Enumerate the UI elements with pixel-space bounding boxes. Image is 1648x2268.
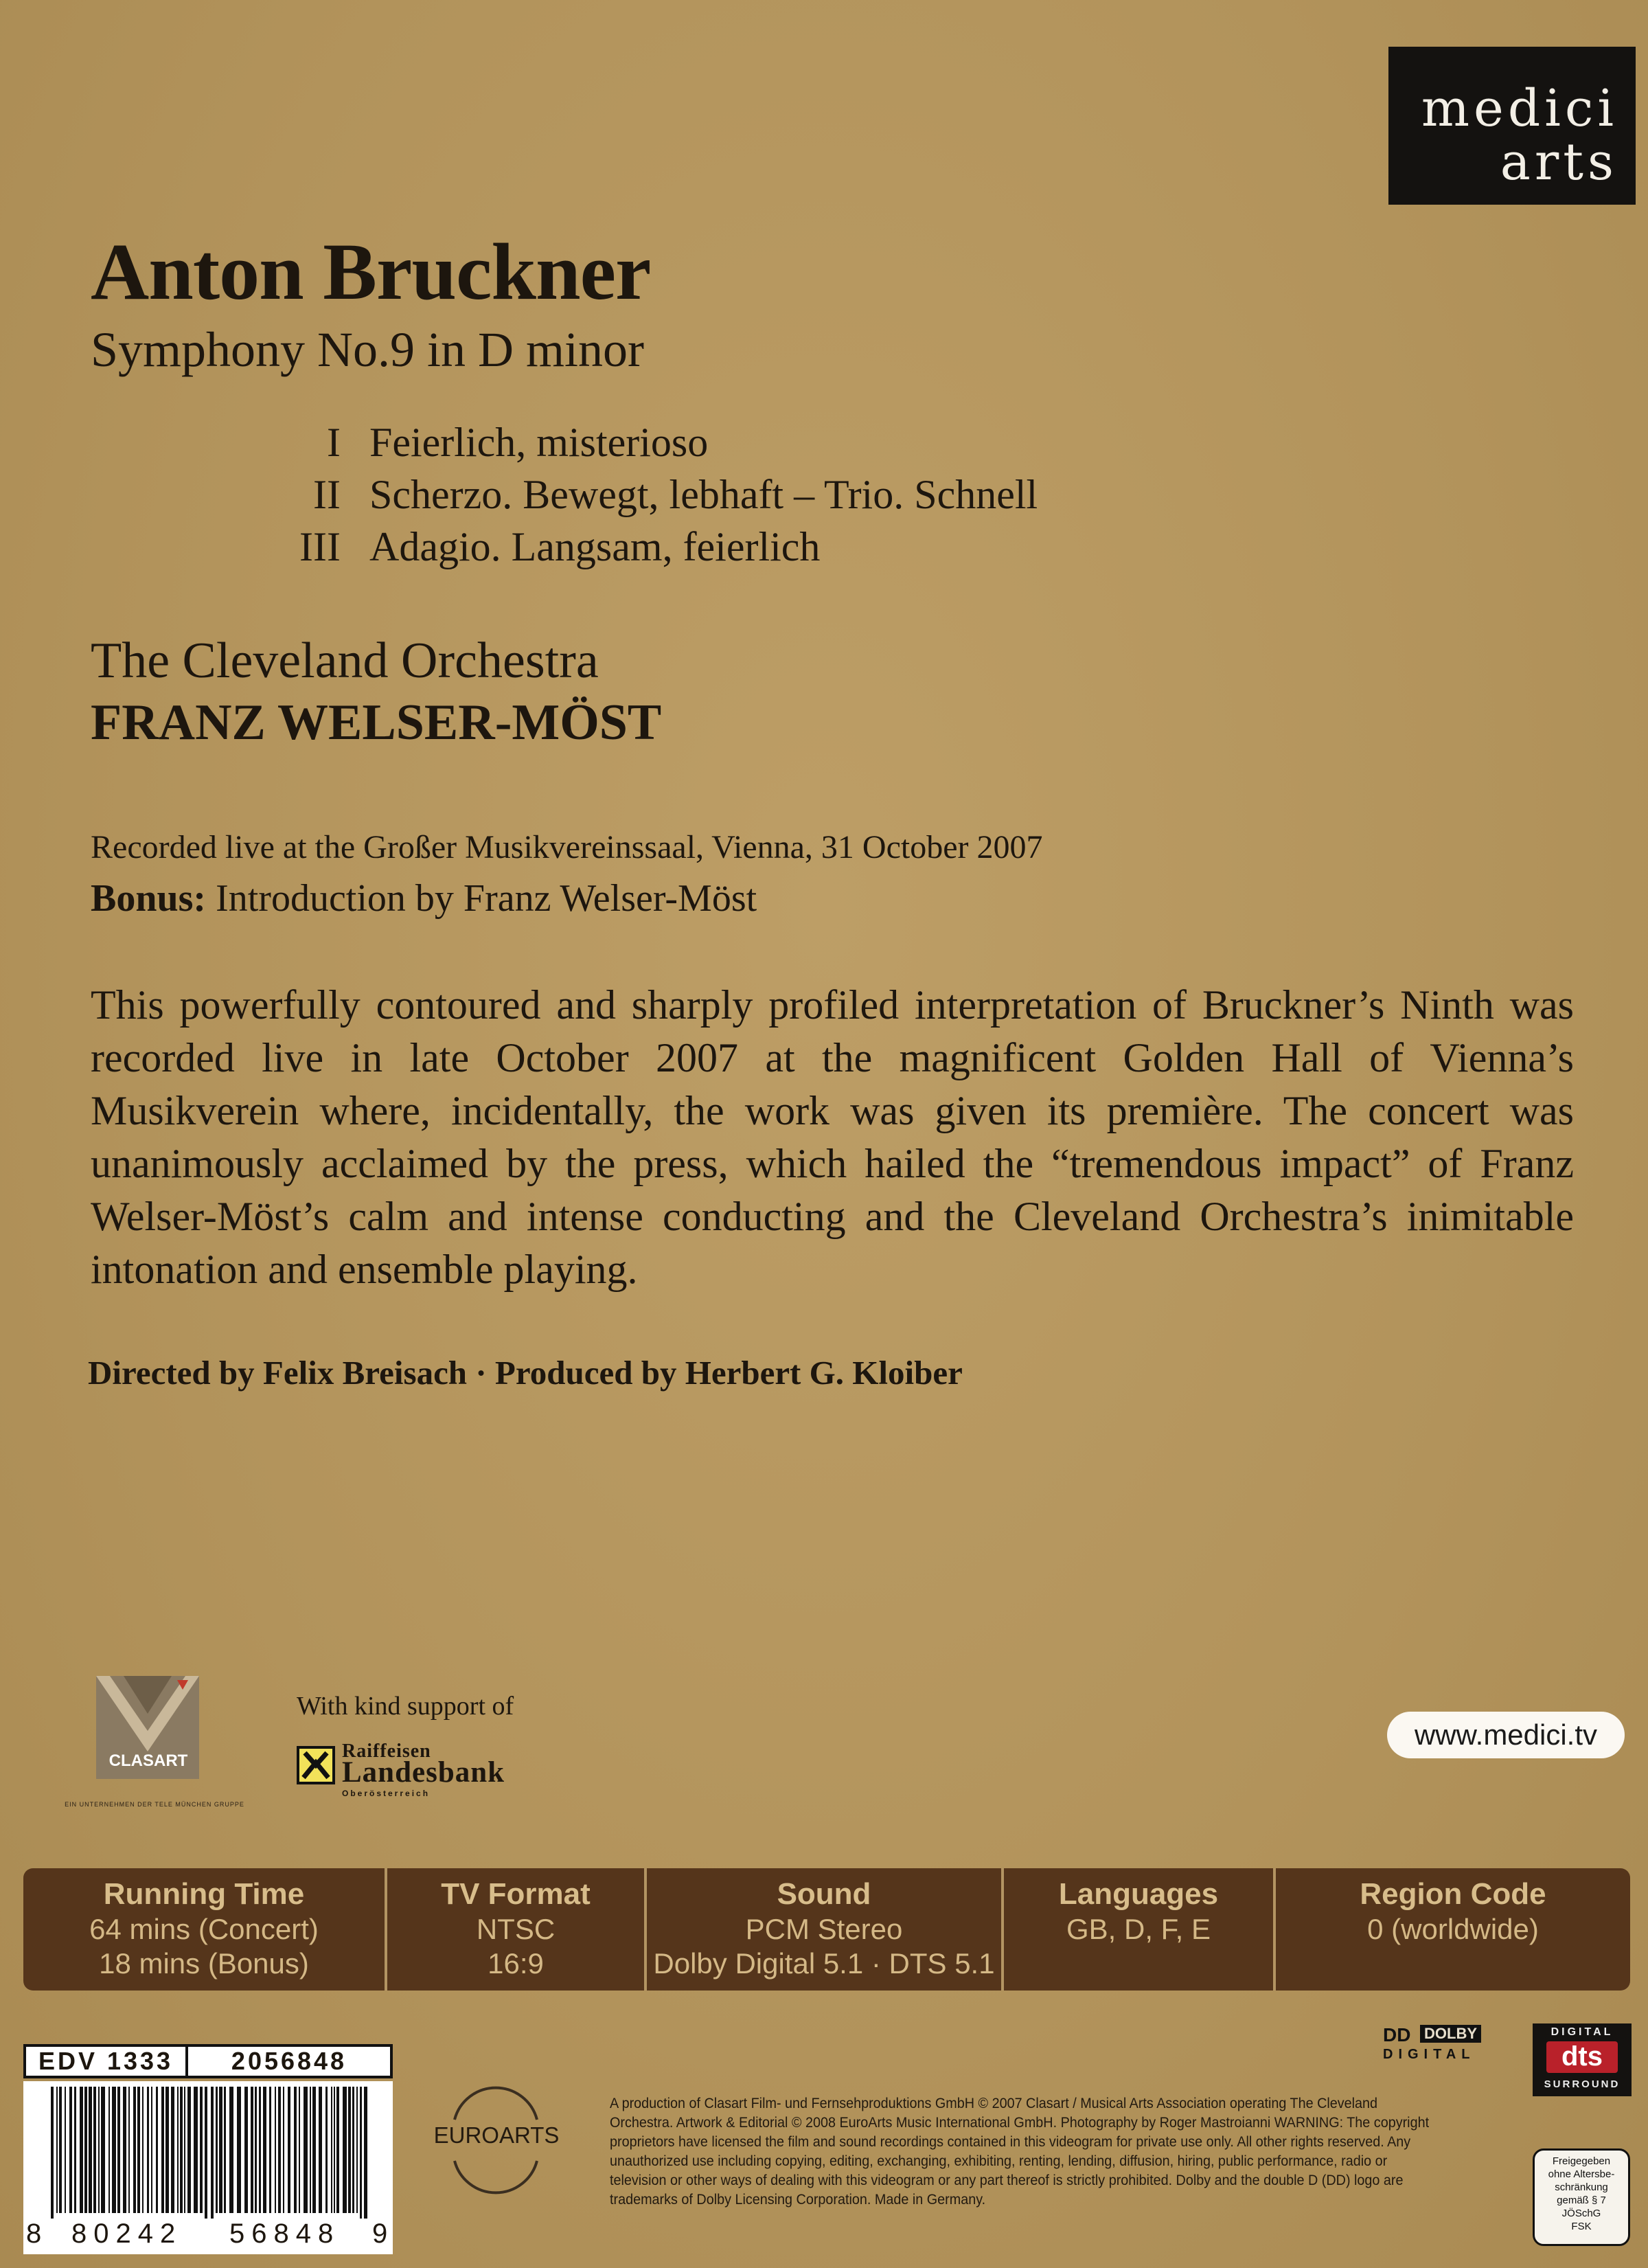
clasart-tagline: EIN UNTERNEHMEN DER TELE MÜNCHEN GRUPPE	[65, 1801, 244, 1808]
spec-value: Dolby Digital 5.1 · DTS 5.1	[653, 1947, 995, 1980]
catalog-code: EDV 1333	[26, 2047, 188, 2076]
spec-value: NTSC	[476, 1913, 556, 1945]
dts-bottom-text: SURROUND	[1544, 2078, 1621, 2090]
spec-heading: Region Code	[1360, 1877, 1546, 1911]
spec-value: 16:9	[488, 1947, 544, 1980]
dts-mark: dts	[1546, 2041, 1618, 2073]
bank-name-line2: Landesbank	[342, 1756, 505, 1789]
barcode-group-2: 56848	[229, 2219, 341, 2249]
fsk-line: JÖSchG	[1561, 2208, 1601, 2219]
catalog-number: 2056848	[231, 2047, 347, 2075]
barcode-number	[23, 2216, 393, 2252]
spec-value: 18 mins (Bonus)	[99, 1947, 309, 1980]
bonus-info	[91, 876, 757, 920]
spec-languages	[1004, 1868, 1276, 1991]
barcode-check-digit: 9	[372, 2219, 388, 2249]
fsk-rating-badge	[1533, 2148, 1630, 2246]
movement-number: III	[299, 524, 341, 569]
fsk-line: Freigegeben	[1552, 2155, 1611, 2167]
bonus-text: Introduction by Franz Welser-Möst	[206, 877, 757, 920]
recording-info: Recorded live at the Großer Musikvereinssaal, Vienna, 31 October 2007	[91, 829, 1043, 865]
medici-arts-logo	[1388, 47, 1636, 205]
support-text: With kind support of	[297, 1692, 514, 1721]
orchestra-name: The Cleveland Orchestra	[91, 633, 599, 689]
legal-text: A production of Clasart Film- und Fernsehproduktions GmbH © 2007 Clasart / Musical Arts Association operating The Cleveland Orchestra. Artwork & Editorial © 2008 EuroArts Music International GmbH. Photography by Roger Mastroianni WARNING: The copyright proprietors have licensed the film and sound recordings contained in this videogram for private use only. All other rights reserved. Any unauthorized use including copying, editing, exchanging, exhibiting, renting, lending, diffusion, hiring, public performance, radio or television or other ways of dealing with this videogram or any part thereof is strictly prohibited. Dolby and the double D (DD) logo are trademarks of Dolby Licensing Corporation. Made in Germany.	[610, 2095, 1430, 2208]
work-title: Symphony No.9 in D minor	[91, 322, 645, 377]
dolby-digital-text: DIGITAL	[1383, 2047, 1476, 2062]
barcode-group-1: 80242	[71, 2219, 183, 2249]
spec-heading: Languages	[1058, 1877, 1219, 1911]
conductor-name: FRANZ WELSER-MÖST	[91, 694, 662, 751]
fsk-line: FSK	[1571, 2221, 1592, 2232]
spec-heading: Sound	[777, 1877, 871, 1911]
fsk-line: schränkung	[1555, 2181, 1608, 2193]
movement-title: Adagio. Langsam, feierlich	[369, 524, 821, 569]
barcode-first-digit: 8	[26, 2219, 42, 2249]
spec-value: GB, D, F, E	[1066, 1913, 1211, 1945]
movement-number: I	[327, 420, 341, 465]
spec-value: 0 (worldwide)	[1367, 1913, 1539, 1945]
movement-number: II	[313, 472, 341, 517]
description-paragraph: This powerfully contoured and sharply profiled interpretation of Bruckner’s Ninth was recorded live in late October 2007 at the magnificent Golden Hall of Vienna’s Musikverein where, incidentally, the work was given its première. The concert was unanimously acclaimed by the press, which hailed the “tremendous impact” of Franz Welser-Möst’s calm and intense conducting and the Cleveland Orchestra’s inimitable intonation and ensemble playing.	[91, 982, 1574, 1292]
barcode-bars-icon	[23, 2081, 393, 2219]
logo-line-2: arts	[1500, 133, 1618, 192]
spec-region-code	[1276, 1868, 1630, 1991]
movement-title: Feierlich, misterioso	[369, 420, 709, 465]
movement-title: Scherzo. Bewegt, lebhaft – Trio. Schnell	[369, 472, 1038, 517]
spec-running-time	[23, 1868, 387, 1991]
spec-tv-format	[387, 1868, 647, 1991]
bonus-label: Bonus:	[91, 877, 207, 920]
fsk-line: gemäß § 7	[1557, 2195, 1606, 2206]
catalog-number-box	[23, 2044, 393, 2078]
composer-title: Anton Bruckner	[91, 227, 651, 317]
spec-heading: Running Time	[103, 1877, 305, 1911]
website-link[interactable]: www.medici.tv	[1387, 1712, 1625, 1758]
fsk-line: ohne Altersbe-	[1548, 2168, 1615, 2180]
spec-value: 64 mins (Concert)	[89, 1913, 319, 1945]
spec-heading: TV Format	[441, 1877, 591, 1911]
clasart-name: CLASART	[108, 1751, 188, 1770]
movement-item	[227, 523, 1188, 576]
euroarts-logo-text: EUROARTS	[433, 2122, 560, 2148]
credits-line: Directed by Felix Breisach · Produced by Herbert G. Kloiber	[88, 1354, 963, 1392]
spec-sound	[647, 1868, 1004, 1991]
dolby-word: DOLBY	[1420, 2025, 1481, 2043]
raiffeisen-gable-icon	[295, 1745, 336, 1786]
bank-name-line1: Raiffeisen	[342, 1740, 431, 1762]
spec-value: PCM Stereo	[745, 1913, 903, 1945]
specs-table	[23, 1868, 1630, 1991]
logo-line-1: medici	[1421, 79, 1618, 138]
dts-top-text: DIGITAL	[1550, 2026, 1614, 2038]
bank-name-line3: Oberösterreich	[342, 1789, 431, 1798]
movement-item	[227, 419, 1188, 471]
movement-item	[227, 471, 1188, 523]
dolby-dd-icon: DD	[1383, 2024, 1411, 2045]
